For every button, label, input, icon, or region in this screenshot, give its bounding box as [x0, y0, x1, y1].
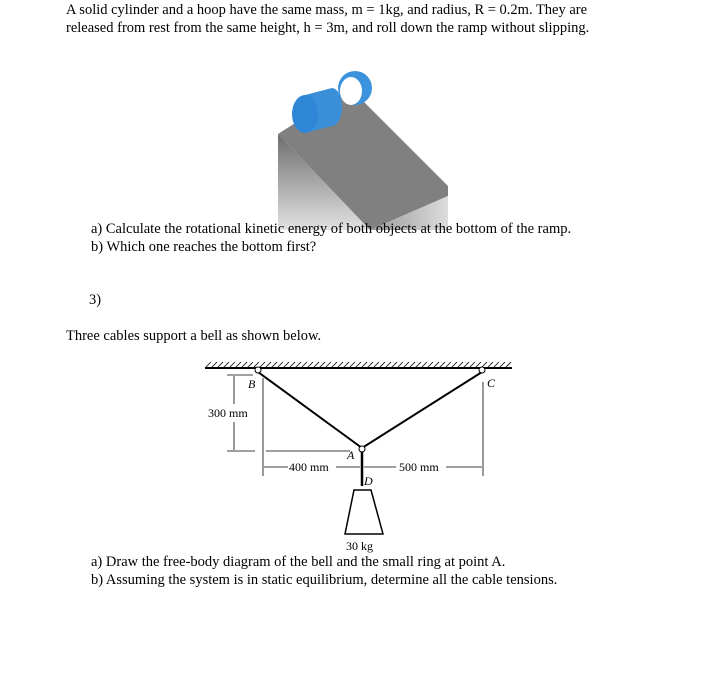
bell-mass: 30 kg [346, 539, 373, 553]
problem2-line1: A solid cylinder and a hoop have the same mass, m = 1kg, and radius, R = 0.2m. They are [66, 2, 588, 18]
pin-b [255, 367, 261, 373]
problem3-number: 3) [89, 292, 102, 308]
dimension-500mm: 500 mm [399, 460, 439, 474]
bell [345, 490, 383, 534]
problem3-question-a: a) Draw the free-body diagram of the bell and the small ring at point A. [91, 554, 506, 570]
ring-a [359, 446, 365, 452]
label-b: B [248, 377, 256, 391]
pin-c [479, 367, 485, 373]
cable-ac [362, 372, 482, 448]
dimension-300mm: 300 mm [208, 406, 248, 420]
label-d: D [364, 474, 373, 488]
dimension-400mm: 400 mm [289, 460, 329, 474]
problem2-question-b: b) Which one reaches the bottom first? [91, 239, 317, 255]
label-c: C [487, 376, 496, 390]
problem3-question-b: b) Assuming the system is in static equilibrium, determine all the cable tensions. [91, 572, 558, 588]
cable-ab [258, 372, 362, 448]
problem2-line2: released from rest from the same height, h = 3m, and roll down the ramp without slipping. [66, 20, 590, 36]
label-a: A [347, 448, 355, 462]
problem2-question-a: a) Calculate the rotational kinetic energy of both objects at the bottom of the ramp. [91, 221, 572, 237]
problem3-intro: Three cables support a bell as shown below. [66, 328, 322, 344]
